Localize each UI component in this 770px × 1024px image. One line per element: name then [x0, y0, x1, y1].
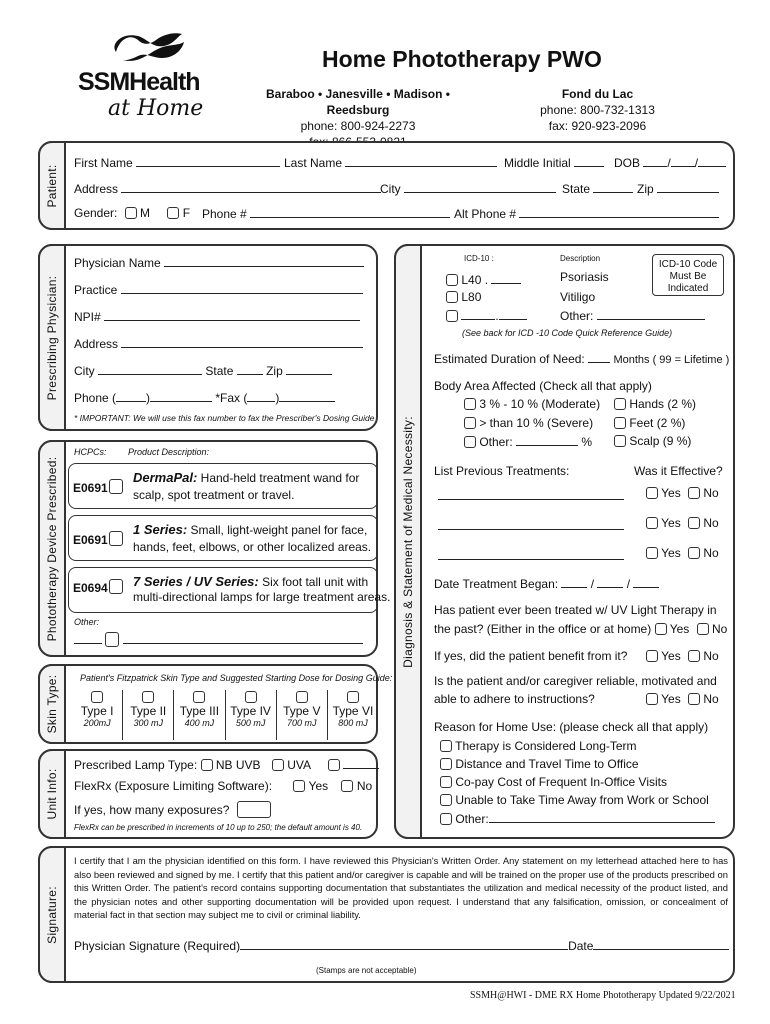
physician-phone-field[interactable]: [150, 390, 212, 402]
other-icd-suffix-field[interactable]: [499, 308, 527, 320]
physician-address-label: Address: [74, 337, 119, 351]
reliable-options: [646, 692, 719, 706]
skin-type-dose: 800 mJ: [338, 718, 368, 728]
area-checkbox[interactable]: [464, 436, 476, 448]
previous-treatments-label: List Previous Treatments:: [434, 464, 570, 478]
skin-type-label: Type IV: [230, 704, 271, 718]
skin-type-dose: 500 mJ: [235, 718, 266, 728]
reason-checkbox[interactable]: [440, 740, 452, 752]
alt-phone-label: Alt Phone #: [454, 207, 517, 221]
skin-type-caption: Patient's Fitzpatrick Skin Type and Suggested Starting Dose for Dosing Guide:: [80, 673, 393, 683]
dob-label: DOB: [614, 156, 641, 170]
device-text-2: multi-directional lamps for large treatment areas.: [133, 590, 391, 604]
alt-phone-field[interactable]: [519, 206, 719, 218]
physician-state-field[interactable]: [237, 363, 263, 375]
icd-header: ICD-10 :: [464, 254, 494, 263]
patient-section: [38, 141, 735, 230]
reason-checkbox[interactable]: [440, 776, 452, 788]
gender-label: Gender:: [74, 206, 118, 220]
icd-desc: Other:: [560, 309, 594, 323]
location-1-phone: phone: 800-924-2273: [300, 119, 416, 133]
device-tab: [38, 440, 66, 657]
icd-row-psoriasis: [446, 272, 521, 287]
patient-tab-label: Patient:: [45, 163, 59, 208]
physician-fax-area-field[interactable]: [247, 390, 275, 402]
state-row: [562, 181, 633, 196]
skin-type-cell[interactable]: [226, 690, 277, 740]
phone-label: Phone #: [202, 207, 247, 221]
area-label: Scalp (9 %): [629, 434, 692, 448]
first-name-row: [74, 155, 280, 170]
dob-month-field[interactable]: [643, 155, 667, 167]
device-code: E0694: [73, 581, 108, 595]
product-desc-header: Product Description:: [128, 447, 210, 457]
area-option: [464, 397, 600, 411]
skin-type-dose: 200mJ: [83, 718, 111, 728]
state-label: State: [562, 182, 591, 196]
reason-label: Other:: [455, 812, 489, 826]
dob-year-field[interactable]: [698, 155, 726, 167]
date-label: Date: [568, 939, 594, 953]
signature-section: [38, 846, 735, 983]
yes-label: Yes: [661, 692, 681, 706]
flexrx-no-checkbox[interactable]: [341, 780, 353, 792]
address-row: [74, 181, 381, 196]
device-section: [38, 440, 391, 657]
hcpcs-header: HCPCs:: [74, 447, 107, 457]
reason-checkbox[interactable]: [440, 813, 452, 825]
no-label: No: [703, 486, 719, 500]
skin-type-dose: 400 mJ: [184, 718, 215, 728]
device-option-1-series[interactable]: [68, 515, 378, 561]
physician-fax-field[interactable]: [279, 390, 335, 402]
footer-text: SSMH@HWI - DME RX Home Phototherapy Updated 9/22/2021: [470, 990, 736, 1001]
icd-code: .: [495, 309, 499, 323]
treatment-row: [438, 488, 624, 503]
yes-label: Yes: [661, 486, 681, 500]
other-device-desc-field[interactable]: [123, 632, 363, 644]
signature-tab-label: Signature:: [45, 885, 59, 944]
exposures-field[interactable]: [237, 801, 271, 818]
benefit-label: If yes, did the patient benefit from it?: [434, 649, 628, 663]
skin-type-label: Type I: [80, 704, 114, 718]
alt-phone-row: [454, 206, 719, 221]
zip-row: [637, 181, 719, 196]
flexrx-yes-checkbox[interactable]: [293, 780, 305, 792]
no-label: No: [703, 692, 719, 706]
skin-type-checkbox[interactable]: [347, 691, 359, 703]
certification-text: I certify that I am the physician identified on this form. I have reviewed this Physician's Written Order. Any statement on my letterhead attached here to has also been reviewed and signed by me. I certify that this patient and/or caregiver is capable and will be trained on the proper use of the products prescribed on this Written Order. The patient's record contains supporting documentation that substantiates the utilization and medical necessity of the product listed, and the physician notes and other supporting documentation will be provided upon request. I understand that any falsification, omission, or concealment of material fact in that section may subject me to civil or criminal liability.: [74, 855, 728, 920]
area-label: Feet (2 %): [629, 416, 686, 430]
npi-field[interactable]: [104, 309, 360, 321]
location-2-name: Fond du Lac: [561, 87, 634, 101]
signature-tab: [38, 846, 66, 983]
physician-zip-field[interactable]: [286, 363, 332, 375]
signature-label: Physician Signature (Required): [74, 939, 241, 953]
duration-field[interactable]: [588, 351, 610, 363]
phone-row: [202, 206, 450, 221]
dob-row: DOB / /: [614, 155, 726, 170]
city-field[interactable]: [404, 181, 556, 193]
effective-yes-checkbox[interactable]: [646, 517, 658, 529]
physician-city-field[interactable]: [98, 363, 202, 375]
signature-field[interactable]: [240, 938, 568, 950]
gender-f-checkbox[interactable]: [167, 207, 179, 219]
benefit-yes-checkbox[interactable]: [646, 650, 658, 662]
physician-address-row: [74, 336, 363, 351]
no-label: No: [711, 622, 728, 636]
other-device-label: Other:: [74, 617, 100, 627]
7-series-checkbox[interactable]: [109, 579, 123, 594]
reason-option: [440, 757, 639, 771]
physician-state-label: State: [205, 364, 234, 378]
other-device-row: [74, 632, 363, 647]
flexrx-label: FlexRx (Exposure Limiting Software):: [74, 779, 273, 793]
signature-row: [74, 938, 729, 953]
reliable-line-1: Is the patient and/or caregiver reliable, motivated and: [434, 674, 717, 688]
skin-type-checkbox[interactable]: [142, 691, 154, 703]
effective-options: [646, 516, 719, 530]
1-series-checkbox[interactable]: [109, 531, 123, 546]
dermapal-checkbox[interactable]: [109, 479, 123, 494]
stamps-note: (Stamps are not acceptable): [316, 966, 417, 975]
no-label: No: [703, 516, 719, 530]
other-lamp-checkbox[interactable]: [328, 759, 340, 771]
description-header: Description: [560, 254, 601, 263]
nb-uvb-label: NB UVB: [215, 758, 261, 772]
area-checkbox[interactable]: [464, 417, 476, 429]
npi-row: [74, 309, 360, 324]
device-option-dermapal[interactable]: [68, 463, 378, 509]
physician-zip-label: Zip: [266, 364, 283, 378]
physician-phone-row: [74, 390, 335, 405]
middle-initial-label: Middle Initial: [504, 156, 571, 170]
location-2-fax: fax: 920-923-2096: [548, 119, 647, 133]
skin-type-dose: 300 mJ: [133, 718, 164, 728]
phone-paren: ): [146, 391, 151, 405]
other-area-field[interactable]: [516, 434, 578, 446]
psoriasis-checkbox[interactable]: [446, 274, 458, 286]
uv-question-row: [434, 622, 727, 636]
device-name: 1 Series:: [133, 522, 188, 537]
date-began-row: Date Treatment Began: / /: [434, 576, 659, 591]
skin-type-checkbox[interactable]: [91, 691, 103, 703]
last-name-field[interactable]: [345, 155, 497, 167]
skin-type-label: Type III: [179, 704, 220, 718]
reason-option: [440, 811, 715, 826]
device-text: Small, light-weight panel for face,: [190, 523, 368, 537]
icd-code: L80: [461, 290, 482, 304]
skin-type-checkbox[interactable]: [245, 691, 257, 703]
practice-field[interactable]: [121, 282, 363, 294]
treatment-field[interactable]: [438, 548, 624, 560]
icd-reference-note: (See back for ICD -10 Code Quick Reference Guide): [462, 328, 673, 338]
date-began-year-field[interactable]: [633, 576, 659, 588]
skin-type-checkbox[interactable]: [193, 691, 205, 703]
page-title: Home Phototherapy PWO: [322, 46, 602, 72]
uv-no-checkbox[interactable]: [697, 623, 709, 635]
last-name-label: Last Name: [284, 156, 343, 170]
area-option: [614, 416, 685, 430]
skin-type-checkbox[interactable]: [296, 691, 308, 703]
location-2-phone: phone: 800-732-1313: [540, 103, 655, 117]
area-label: > than 10 % (Severe): [479, 416, 594, 430]
other-icd-checkbox[interactable]: [446, 310, 458, 322]
skin-type-label: Type II: [130, 704, 167, 718]
skin-type-grid: [72, 690, 378, 740]
effective-options: [646, 546, 719, 560]
diagnosis-tab-label: Diagnosis & Statement of Medical Necessity:: [401, 415, 415, 668]
uv-yes-checkbox[interactable]: [655, 623, 667, 635]
reason-label: Co-pay Cost of Frequent In-Office Visits: [455, 775, 667, 789]
middle-initial-field[interactable]: [574, 155, 604, 167]
area-label: Hands (2 %): [629, 397, 697, 411]
effective-options: [646, 486, 719, 500]
skin-type-cell[interactable]: [328, 690, 378, 740]
physician-city-row: [74, 363, 332, 378]
reason-label: Distance and Travel Time to Office: [455, 757, 639, 771]
gender-m-label: M: [140, 206, 151, 220]
lamp-type-label: Prescribed Lamp Type:: [74, 758, 198, 772]
other-lamp-field[interactable]: [343, 757, 379, 769]
physician-city-label: City: [74, 364, 95, 378]
practice-label: Practice: [74, 283, 118, 297]
npi-label: NPI#: [74, 310, 101, 324]
icd-row-vitiligo: [446, 290, 481, 304]
icd-desc: Vitiligo: [560, 290, 596, 304]
device-code: E0691: [73, 481, 108, 495]
effective-no-checkbox[interactable]: [688, 517, 700, 529]
practice-row: [74, 282, 363, 297]
duration-months: Months ( 99 = Lifetime ): [613, 354, 730, 366]
nb-uvb-checkbox[interactable]: [201, 759, 213, 771]
phone-field[interactable]: [250, 206, 450, 218]
reliable-line-2: able to adhere to instructions?: [434, 692, 595, 706]
device-text: Hand-held treatment wand for: [200, 471, 360, 485]
device-tab-label: Phototherapy Device Prescribed:: [45, 456, 59, 641]
duration-row: [434, 351, 729, 366]
reason-option: [440, 775, 667, 789]
exposures-label: If yes, how many exposures?: [74, 803, 230, 817]
treatment-field[interactable]: [438, 518, 624, 530]
reason-header: Reason for Home Use: (please check all that apply): [434, 720, 709, 734]
patient-tab: [38, 141, 66, 230]
icd-must-box: ICD-10 Code Must Be Indicated: [652, 254, 724, 296]
treatment-field[interactable]: [438, 488, 624, 500]
area-label: Other:: [479, 435, 513, 449]
reason-label: Therapy is Considered Long-Term: [455, 739, 637, 753]
effective-yes-checkbox[interactable]: [646, 487, 658, 499]
pct-label: %: [581, 435, 593, 449]
date-began-label: Date Treatment Began:: [434, 577, 559, 591]
effective-header: Was it Effective?: [634, 464, 723, 478]
skin-type-dose: 700 mJ: [287, 718, 317, 728]
skin-type-label: Type V: [283, 704, 321, 718]
logo-sub: at Home: [108, 96, 204, 121]
reliable-no-checkbox[interactable]: [688, 693, 700, 705]
reason-checkbox[interactable]: [440, 758, 452, 770]
physician-name-row: [74, 255, 364, 270]
flexrx-no-label: No: [356, 779, 373, 793]
fax-paren: ): [275, 391, 280, 405]
yes-label: Yes: [661, 649, 681, 663]
skin-type-label: Type VI: [332, 704, 374, 718]
city-label: City: [380, 182, 401, 196]
body-area-header: Body Area Affected (Check all that apply): [434, 379, 652, 393]
other-icd-prefix-field[interactable]: [461, 308, 495, 320]
date-field[interactable]: [593, 938, 729, 950]
vitiligo-checkbox[interactable]: [446, 291, 458, 303]
prescriber-tab: [38, 244, 66, 431]
area-option: [464, 434, 592, 449]
device-name: 7 Series / UV Series:: [133, 574, 259, 589]
area-checkbox[interactable]: [614, 417, 626, 429]
skin-type-cell[interactable]: [72, 690, 123, 740]
other-reason-field[interactable]: [489, 811, 715, 823]
location-1-name: Baraboo • Janesville • Madison • Reedsburg: [266, 87, 450, 117]
no-label: No: [703, 546, 719, 560]
gender-f-label: F: [182, 206, 191, 220]
prescriber-section: [38, 244, 378, 431]
reason-option: [440, 793, 709, 807]
other-device-checkbox[interactable]: [105, 632, 119, 647]
lamp-type-row: [74, 757, 379, 772]
logo: [78, 30, 213, 125]
other-desc-field[interactable]: [597, 308, 705, 320]
uva-label: UVA: [287, 758, 311, 772]
duration-label: Estimated Duration of Need:: [434, 352, 585, 366]
physician-address-field[interactable]: [121, 336, 363, 348]
diagnosis-section: [394, 244, 735, 839]
icd-row-other: [446, 308, 527, 323]
zip-label: Zip: [637, 182, 654, 196]
skin-type-cell[interactable]: [174, 690, 225, 740]
area-checkbox[interactable]: [614, 398, 626, 410]
gender-m-checkbox[interactable]: [125, 207, 137, 219]
reason-checkbox[interactable]: [440, 794, 452, 806]
treatment-row: [438, 548, 624, 563]
area-option: [464, 416, 593, 430]
flexrx-row: [74, 779, 372, 793]
state-field[interactable]: [593, 181, 633, 193]
unit-info-tab-label: Unit Info:: [45, 768, 59, 820]
physician-phone-area-field[interactable]: [116, 390, 146, 402]
device-name: DermaPal:: [133, 470, 198, 485]
ssm-logo-icon: [108, 30, 188, 64]
area-option: [614, 397, 696, 411]
reason-option: [440, 739, 637, 753]
yes-label: Yes: [669, 622, 690, 636]
benefit-options: [646, 649, 719, 663]
device-option-7-series[interactable]: [68, 567, 391, 613]
first-name-label: First Name: [74, 156, 133, 170]
flexrx-yes-label: Yes: [308, 779, 329, 793]
skin-type-cell[interactable]: [123, 690, 174, 740]
skin-type-section: [38, 664, 393, 744]
no-label: No: [703, 649, 719, 663]
area-checkbox[interactable]: [614, 435, 626, 447]
physician-fax-label: *Fax (: [215, 391, 248, 405]
address-label: Address: [74, 182, 119, 196]
effective-yes-checkbox[interactable]: [646, 547, 658, 559]
city-row: [380, 181, 556, 196]
effective-no-checkbox[interactable]: [688, 487, 700, 499]
other-device-code-field[interactable]: [74, 632, 102, 644]
middle-initial-row: [504, 155, 604, 170]
unit-info-tab: [38, 749, 66, 839]
skin-type-tab: [38, 664, 66, 744]
last-name-row: [284, 155, 497, 170]
device-text-2: hands, feet, elbows, or other localized areas.: [133, 540, 372, 554]
icd-code-field[interactable]: [491, 272, 521, 284]
fax-note: * IMPORTANT: We will use this fax number to fax the Prescriber's Dosing Guide: [74, 413, 375, 423]
device-code: E0691: [73, 533, 108, 547]
area-label: 3 % - 10 % (Moderate): [479, 397, 601, 411]
physician-phone-label: Phone (: [74, 391, 117, 405]
physician-name-label: Physician Name: [74, 256, 161, 270]
area-checkbox[interactable]: [464, 398, 476, 410]
treatment-row: [438, 518, 624, 533]
gender-row: [74, 206, 190, 220]
icd-desc: Psoriasis: [560, 270, 609, 284]
uva-checkbox[interactable]: [272, 759, 284, 771]
uv-question-line-1: Has patient ever been treated w/ UV Light Therapy in: [434, 603, 717, 617]
zip-field[interactable]: [657, 181, 719, 193]
icd-code: L40 .: [461, 273, 489, 287]
address-field[interactable]: [121, 181, 381, 193]
location-2: [530, 86, 665, 134]
device-text-2: scalp, spot treatment or travel.: [133, 488, 295, 502]
logo-brand: SSMHealth: [78, 68, 200, 96]
first-name-field[interactable]: [136, 155, 280, 167]
date-began-day-field[interactable]: [597, 576, 623, 588]
prescriber-tab-label: Prescribing Physician:: [45, 275, 59, 400]
reliable-yes-checkbox[interactable]: [646, 693, 658, 705]
diagnosis-tab: [394, 244, 422, 839]
date-began-month-field[interactable]: [561, 576, 587, 588]
uv-question-line-2: the past? (Either in the office or at home): [434, 622, 652, 636]
other-desc-row: [560, 308, 705, 323]
benefit-no-checkbox[interactable]: [688, 650, 700, 662]
yes-label: Yes: [661, 516, 681, 530]
skin-type-cell[interactable]: [277, 690, 328, 740]
unit-info-section: [38, 749, 378, 839]
physician-name-field[interactable]: [164, 255, 364, 267]
area-option: [614, 434, 691, 448]
dob-day-field[interactable]: [671, 155, 695, 167]
exposures-row: [74, 801, 271, 818]
flexrx-note: FlexRx can be prescribed in increments of 10 up to 250; the default amount is 40.: [74, 823, 363, 832]
device-text: Six foot tall unit with: [262, 575, 369, 589]
reason-label: Unable to Take Time Away from Work or School: [455, 793, 709, 807]
effective-no-checkbox[interactable]: [688, 547, 700, 559]
skin-type-tab-label: Skin Type:: [45, 674, 59, 734]
yes-label: Yes: [661, 546, 681, 560]
